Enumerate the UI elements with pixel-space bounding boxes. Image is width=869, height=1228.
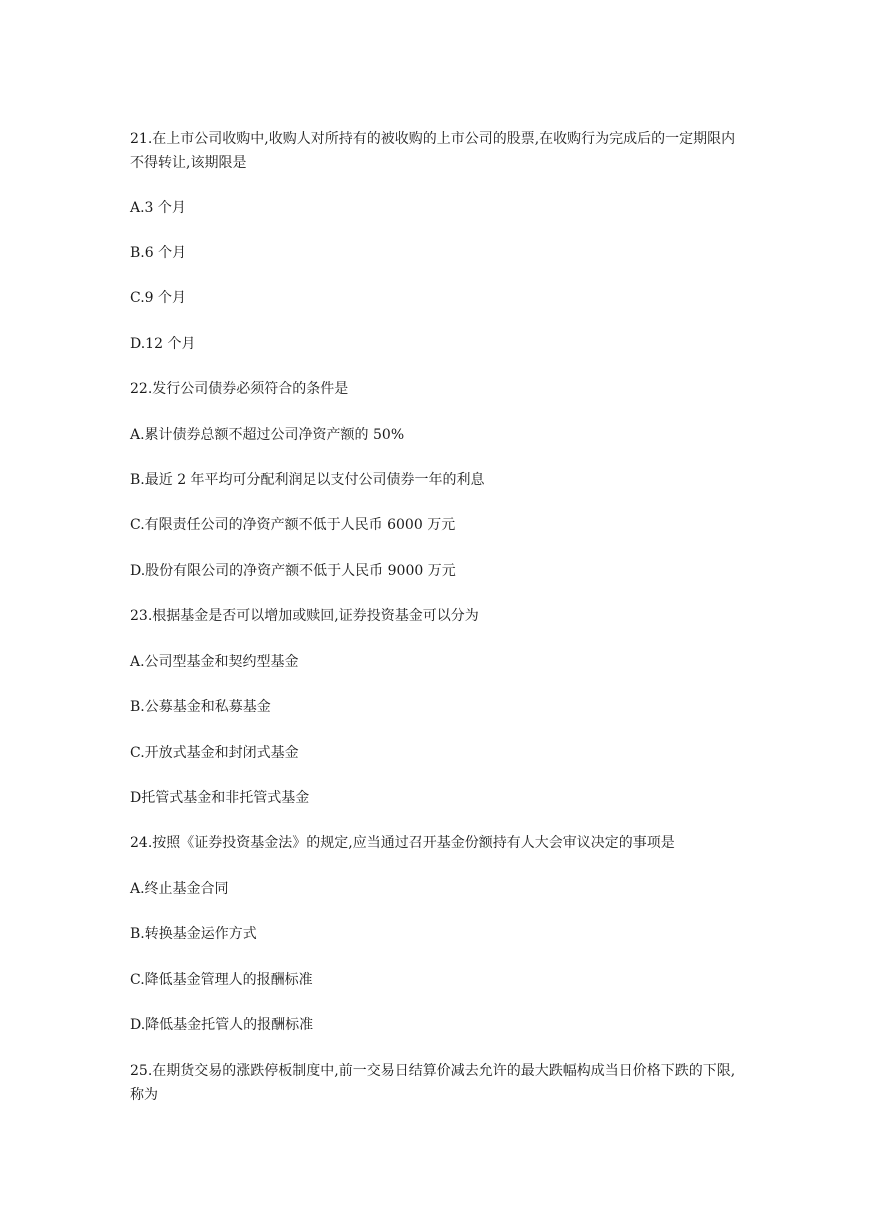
question-24-option-a: A.终止基金合同 [130, 881, 229, 897]
question-21-stem: 21.在上市公司收购中,收购人对所持有的被收购的上市公司的股票,在收购行为完成后的一定期限内不得转让,该期限是 [130, 131, 736, 171]
question-24-option-c: C.降低基金管理人的报酬标准 [130, 972, 313, 988]
question-21-option-c: C.9 个月 [130, 290, 187, 306]
question-24-option-b: B.转换基金运作方式 [130, 926, 257, 942]
question-25-stem: 25.在期货交易的涨跌停板制度中,前一交易日结算价减去允许的最大跌幅构成当日价格下跌的下限,称为 [130, 1063, 736, 1103]
question-22-option-c: C.有限责任公司的净资产额不低于人民币 6000 万元 [130, 517, 456, 533]
question-21-option-a: A.3 个月 [130, 200, 186, 216]
question-22-stem: 22.发行公司债券必须符合的条件是 [130, 381, 349, 397]
question-24-stem: 24.按照《证券投资基金法》的规定,应当通过召开基金份额持有人大会审议决定的事项是 [130, 835, 675, 851]
question-22-option-a: A.累计债券总额不超过公司净资产额的 50% [130, 427, 405, 443]
question-23-option-a: A.公司型基金和契约型基金 [130, 654, 299, 670]
question-23-option-b: B.公募基金和私募基金 [130, 699, 271, 715]
question-23-option-d: D托管式基金和非托管式基金 [130, 790, 310, 806]
question-23-option-c: C.开放式基金和封闭式基金 [130, 745, 299, 761]
question-21-option-d: D.12 个月 [130, 336, 196, 352]
question-22-option-b: B.最近 2 年平均可分配利润足以支付公司债券一年的利息 [130, 472, 485, 488]
question-24-option-d: D.降低基金托管人的报酬标准 [130, 1017, 314, 1033]
question-21-option-b: B.6 个月 [130, 245, 187, 261]
question-23-stem: 23.根据基金是否可以增加或赎回,证券投资基金可以分为 [130, 608, 479, 624]
question-22-option-d: D.股份有限公司的净资产额不低于人民币 9000 万元 [130, 563, 456, 579]
